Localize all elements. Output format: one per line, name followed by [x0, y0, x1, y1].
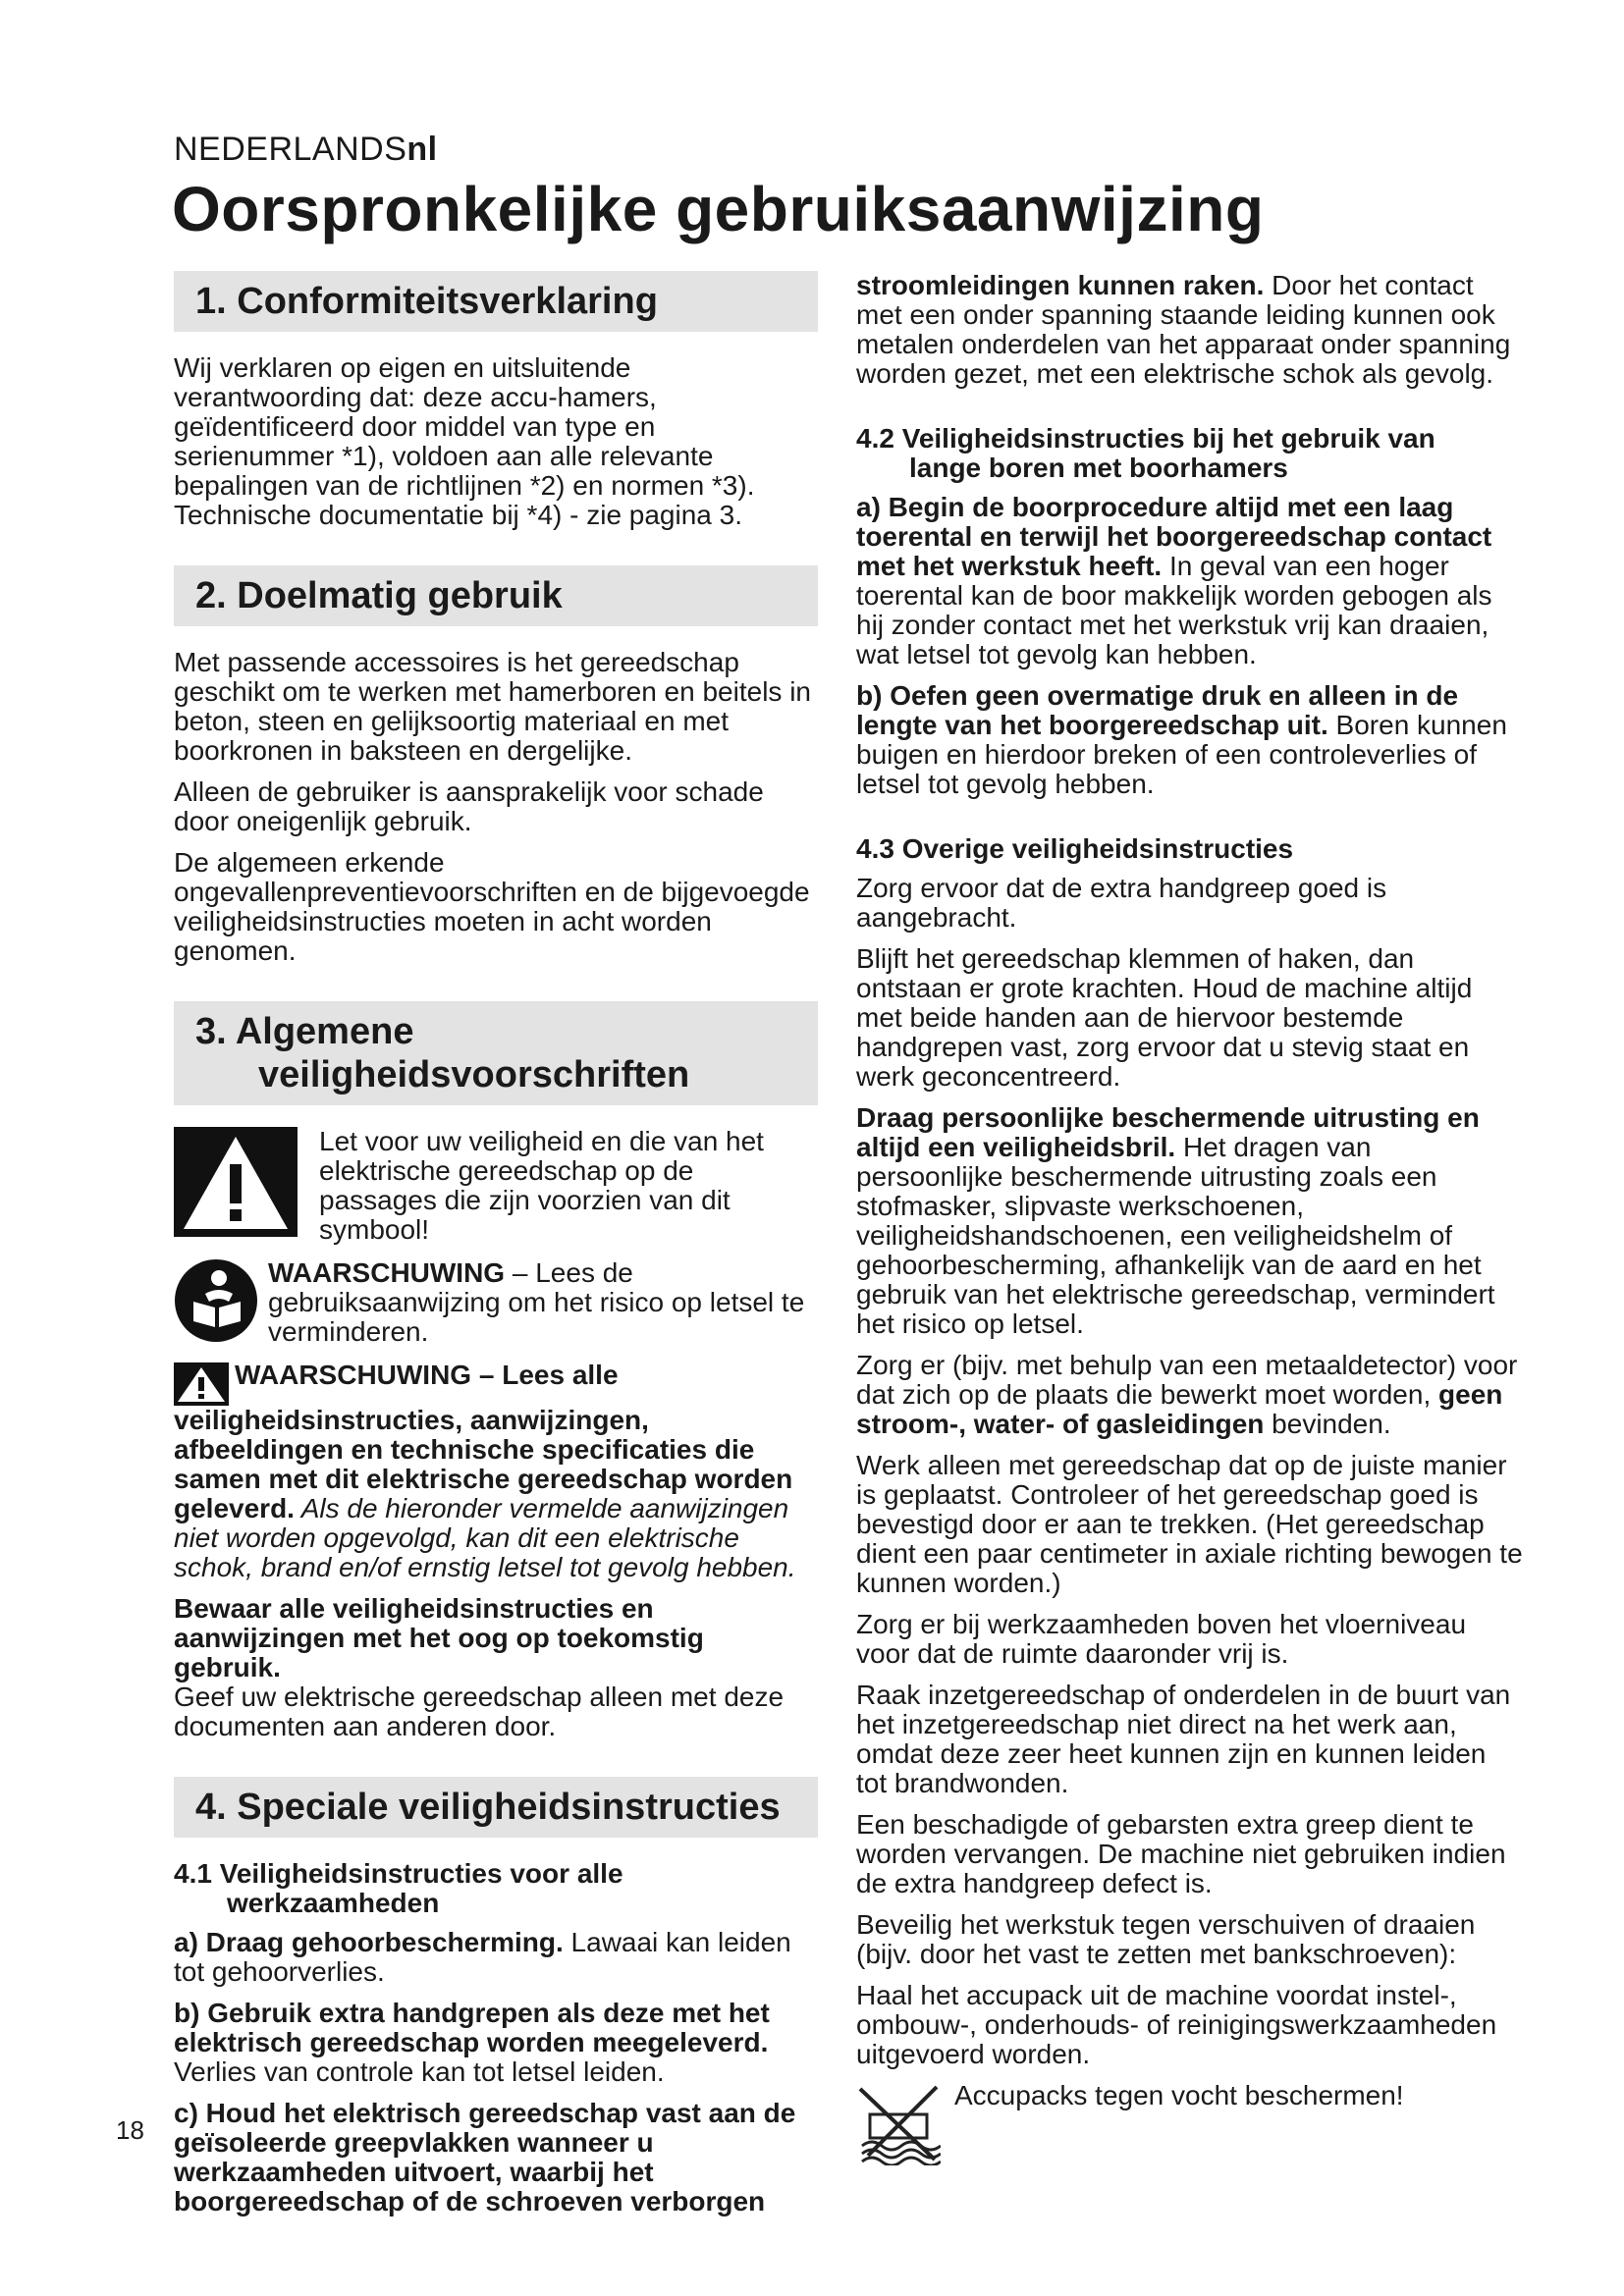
instruction-4-2-a: [856, 493, 1524, 669]
instruction-4-2-a-bold: a) Begin de boorprocedure altijd met een laag toerental en terwijl het boorgereedschap contact met het werkstuk heeft.: [856, 492, 1492, 581]
conformity-text: Wij verklaren op eigen en uitsluitende verantwoording dat: deze accu-hamers, geïdentificeerd door middel van type en serienummer *1), voldoen aan alle relevante bepalingen van de richtlijnen *2) en normen *3). Technische documentatie bij *4) - zie pagina 3.: [174, 352, 755, 530]
instruction-4-1-b-text: Verlies van controle kan tot letsel leiden.: [174, 2056, 665, 2087]
read-all-warning-bold: WAARSCHUWING – Lees alle veiligheidsinstructies, aanwijzingen, afbeeldingen en technische specificaties die samen met dit elektrische gereedschap worden geleverd.: [174, 1360, 793, 1523]
instruction-4-1-c: [174, 2099, 818, 2216]
warning-triangle-icon: [174, 1127, 298, 1237]
other-safety-4-bold: geen stroom-, water- of gasleidingen: [856, 1379, 1503, 1439]
instruction-4-2-a-text: In geval van een hoger toerental kan de boor makkelijk worden gebogen als hij zonder contact met het werkstuk vrij kan draaien, wat letsel tot gevolg kan hebben.: [856, 551, 1492, 669]
other-safety-1: Zorg ervoor dat de extra handgreep goed is aangebracht.: [856, 873, 1387, 933]
symbol-notice: [174, 1127, 818, 1245]
read-all-warning-italic: Als de hieronder vermelde aanwijzingen niet worden opgevolgd, kan dit een elektrische schok, brand en/of ernstig letsel tot gevolg hebben.: [174, 1493, 796, 1582]
subheading-4-1: [174, 1859, 818, 1918]
page-title: Oorspronkelijke gebruiksaanwijzing: [172, 174, 1265, 244]
read-manual-warning: [174, 1258, 818, 1347]
instruction-4-2-b-bold: b) Oefen geen overmatige druk en alleen in de lengte van het boorgereedschap uit.: [856, 680, 1459, 740]
warning-triangle-small-icon: [174, 1362, 229, 1406]
battery-moisture-text: Accupacks tegen vocht beschermen!: [954, 2080, 1404, 2110]
section-heading-intended-use: 2. Doelmatig gebruik: [174, 565, 818, 626]
read-manual-warning-label: WAARSCHUWING: [268, 1257, 506, 1288]
other-safety-8: Een beschadigde of gebarsten extra greep dient te worden vervangen. De machine niet gebruiken indien de extra handgreep defect is.: [856, 1809, 1506, 1898]
subheading-4-2: [856, 424, 1524, 483]
page-number: 18: [116, 2115, 144, 2145]
other-safety-6: Zorg er bij werkzaamheden boven het vloerniveau voor dat de ruimte daaronder vrij is.: [856, 1609, 1467, 1669]
language-label: [174, 131, 438, 169]
intended-use-text-2: Alleen de gebruiker is aansprakelijk voor schade door oneigenlijk gebruik.: [174, 776, 764, 836]
read-manual-warning-body: – Lees de gebruiksaanwijzing om het risico op letsel te verminderen.: [268, 1257, 805, 1347]
read-manual-warning-text: [268, 1258, 818, 1347]
general-safety-heading-line2: veiligheidsvoorschriften: [258, 1054, 690, 1095]
right-column: [856, 271, 1524, 2179]
subheading-4-1-line1: 4.1 Veiligheidsinstructies voor alle: [174, 1858, 623, 1889]
subheading-4-2-line2: lange boren met boorhamers: [909, 453, 1288, 483]
keep-instructions-text: Geef uw elektrische gereedschap alleen met deze documenten aan anderen door.: [174, 1682, 785, 1741]
intended-use-text-1: Met passende accessoires is het gereedschap geschikt om te werken met hamerboren en beitels in beton, steen en gelijksoortig materiaal en met boorkronen in baksteen en dergelijke.: [174, 647, 811, 766]
other-safety-4-text-b: bevinden.: [1264, 1409, 1391, 1439]
other-safety-4: [856, 1351, 1524, 1439]
other-safety-9: Beveilig het werkstuk tegen verschuiven of draaien (bijv. door het vast te zetten met bankschroeven):: [856, 1909, 1476, 1969]
battery-moisture-notice: [856, 2081, 1524, 2165]
other-safety-7: Raak inzetgereedschap of onderdelen in de buurt van het inzetgereedschap niet direct na het werk aan, omdat deze zeer heet kunnen zijn en kunnen leiden tot brandwonden.: [856, 1680, 1511, 1798]
general-safety-heading-line1: 3. Algemene: [195, 1011, 414, 1052]
section-heading-special-safety: 4. Speciale veiligheidsinstructies: [174, 1777, 818, 1838]
other-safety-3-text: Het dragen van persoonlijke beschermende uitrusting zoals een stofmasker, slipvaste werkschoenen, veiligheidshandschoenen, een veiligheidshelm of gehoorbescherming, afhankelijk van de aard en het gebruik van het elektrische gereedschap, vermindert het risico op letsel.: [856, 1132, 1495, 1339]
section-heading-general-safety: [174, 1001, 818, 1105]
subheading-4-3: 4.3 Overige veiligheidsinstructies: [856, 833, 1294, 864]
left-column: [174, 271, 818, 2228]
language-code: nl: [406, 131, 438, 168]
other-safety-3: [856, 1103, 1524, 1339]
read-all-warning: [174, 1361, 818, 1582]
keep-instructions: [174, 1594, 818, 1741]
instruction-4-1-c-continued: [856, 271, 1524, 389]
language-name: NEDERLANDS: [174, 131, 407, 168]
instruction-4-1-a-text: Lawaai kan leiden tot gehoorverlies.: [174, 1927, 791, 1987]
subheading-4-1-line2: werkzaamheden: [227, 1888, 440, 1918]
instruction-4-1-a: [174, 1928, 818, 1987]
keep-instructions-bold: Bewaar alle veiligheidsinstructies en aanwijzingen met het oog op toekomstig gebruik.: [174, 1593, 704, 1682]
intended-use-text-3: De algemeen erkende ongevallenpreventievoorschriften en de bijgevoegde veiligheidsinstructies moeten in acht worden genomen.: [174, 847, 810, 966]
instruction-4-1-b: [174, 1999, 818, 2087]
instruction-4-1-c-continued-bold: stroomleidingen kunnen raken.: [856, 270, 1265, 300]
other-safety-4-text-a: Zorg er (bijv. met behulp van een metaaldetector) voor dat zich op de plaats die bewerkt moet worden,: [856, 1350, 1518, 1410]
other-safety-2: Blijft het gereedschap klemmen of haken, dan ontstaan er grote krachten. Houd de machine altijd met beide handen aan de hiervoor bestemde handgrepen vast, zorg ervoor dat u stevig staat en werk geconcentreerd.: [856, 943, 1473, 1092]
symbol-notice-text: Let voor uw veiligheid en die van het elektrische gereedschap op de passages die zijn voorzien van dit symbool!: [319, 1126, 764, 1245]
instruction-4-1-c-bold: c) Houd het elektrisch gereedschap vast aan de geïsoleerde greepvlakken wanneer u werkzaamheden uitvoert, waarbij het boorgereedschap of de schroeven verborgen: [174, 2098, 796, 2216]
section-heading-conformity: 1. Conformiteitsverklaring: [174, 271, 818, 332]
instruction-4-1-c-continued-text: Door het contact met een onder spanning staande leiding kunnen ook metalen onderdelen van het apparaat onder spanning worden gezet, met een elektrische schok als gevolg.: [856, 270, 1511, 389]
other-safety-5: Werk alleen met gereedschap dat op de juiste manier is geplaatst. Controleer of het gereedschap goed is bevestigd door er aan te trekken. (Het gereedschap dient een paar centimeter in axiale richting bewogen te kunnen worden.): [856, 1450, 1523, 1598]
instruction-4-1-a-bold: a) Draag gehoorbescherming.: [174, 1927, 564, 1957]
other-safety-3-bold: Draag persoonlijke beschermende uitrusting en altijd een veiligheidsbril.: [856, 1102, 1480, 1162]
subheading-4-2-line1: 4.2 Veiligheidsinstructies bij het gebruik van: [856, 423, 1435, 454]
no-moisture-icon: [856, 2081, 941, 2165]
other-safety-10: Haal het accupack uit de machine voordat instel-, ombouw-, onderhouds- of reinigingswerkzaamheden uitgevoerd worden.: [856, 1980, 1497, 2069]
instruction-4-2-b: [856, 681, 1524, 799]
instruction-4-2-b-text: Boren kunnen buigen en hierdoor breken of een controleverlies of letsel tot gevolg hebben.: [856, 710, 1507, 799]
instruction-4-1-b-bold: b) Gebruik extra handgrepen als deze met het elektrisch gereedschap worden meegeleverd.: [174, 1998, 770, 2057]
read-manual-icon: [174, 1258, 258, 1343]
